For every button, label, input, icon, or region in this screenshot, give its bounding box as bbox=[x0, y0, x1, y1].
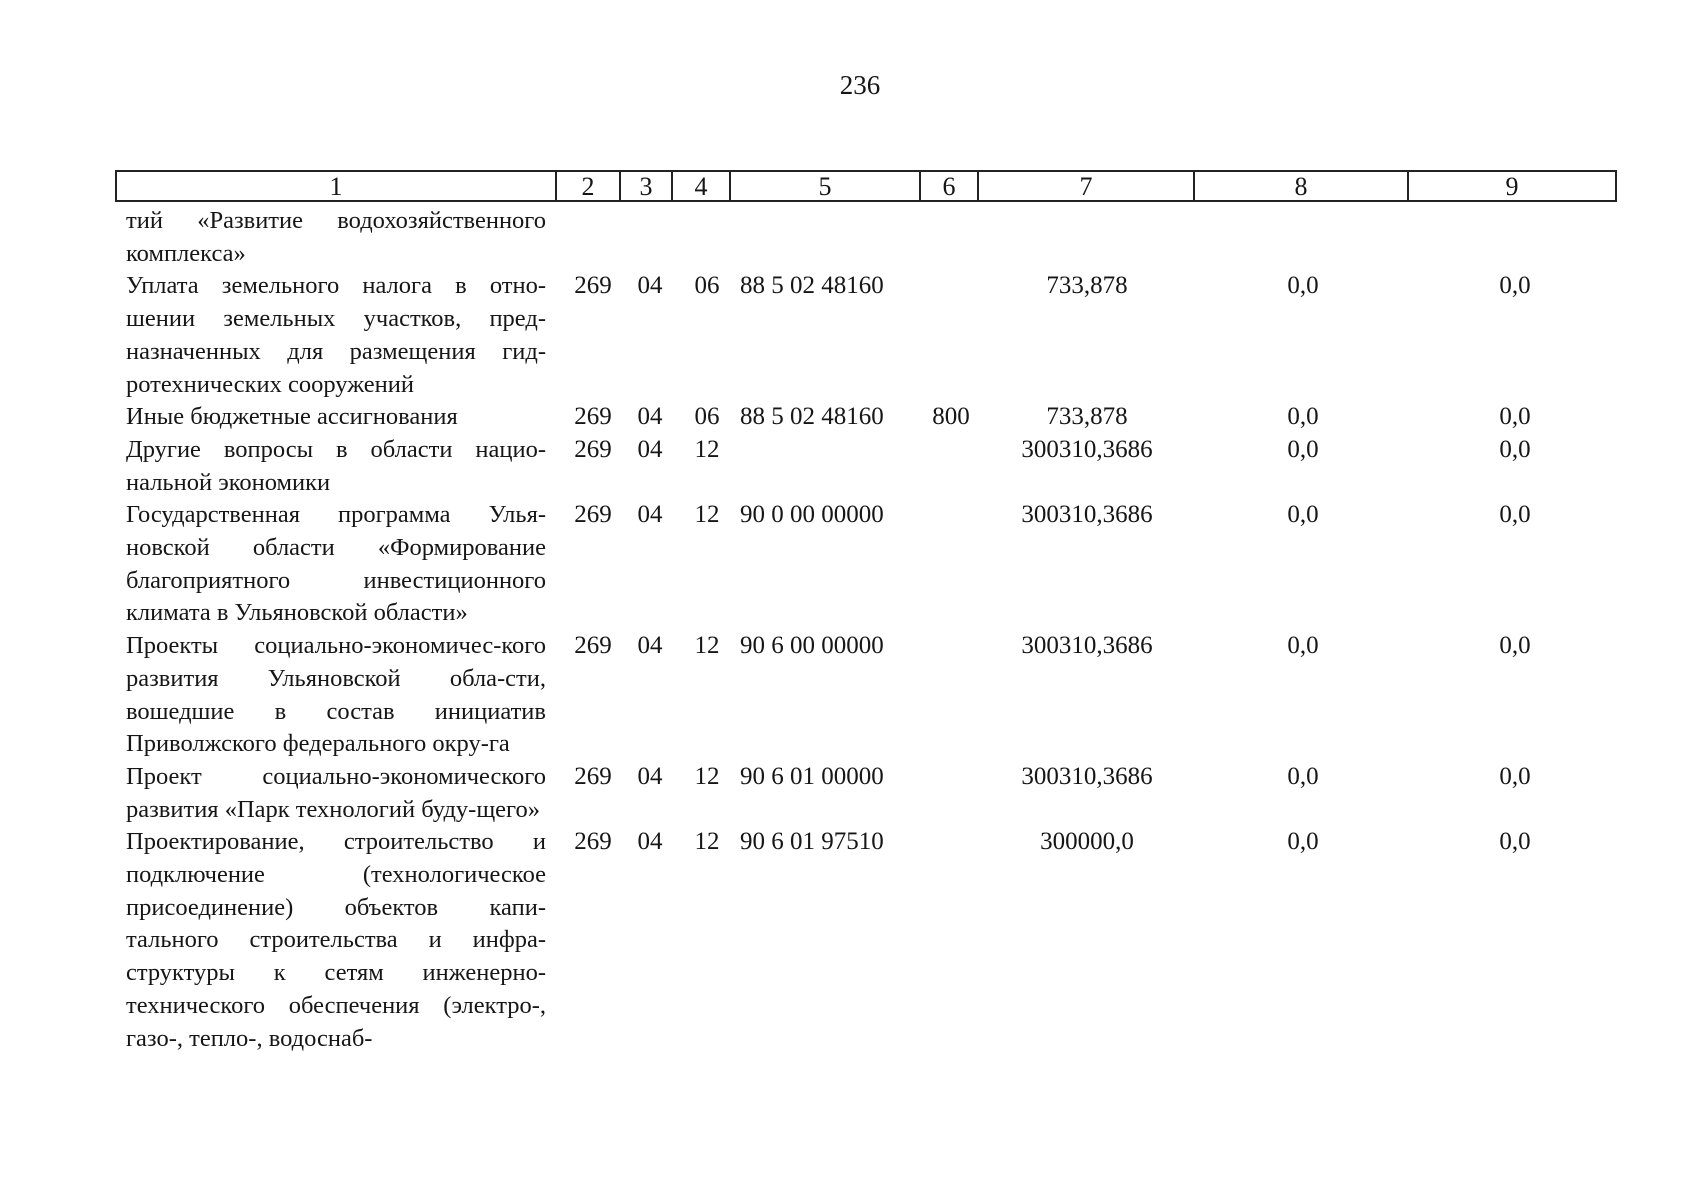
header-col-4: 4 bbox=[671, 170, 731, 202]
table-row bbox=[0, 761, 1708, 826]
cell-chapter: 269 bbox=[574, 762, 612, 790]
cell-amount-col8: 0,0 bbox=[1287, 403, 1319, 431]
cell-amount-col7: 733,878 bbox=[1046, 272, 1128, 300]
cell-amount-col7: 300310,3686 bbox=[1021, 632, 1153, 660]
budget-table-body bbox=[0, 205, 1708, 1055]
cell-target-article: 90 6 01 00000 bbox=[740, 762, 884, 790]
cell-target-article: 90 6 01 97510 bbox=[740, 828, 884, 856]
cell-subsection: 12 bbox=[694, 762, 720, 790]
cell-subsection: 06 bbox=[694, 272, 720, 300]
cell-amount-col9: 0,0 bbox=[1499, 828, 1531, 856]
cell-amount-col7: 300310,3686 bbox=[1021, 435, 1153, 463]
cell-amount-col9: 0,0 bbox=[1499, 403, 1531, 431]
cell-section: 04 bbox=[637, 762, 663, 790]
cell-amount-col8: 0,0 bbox=[1287, 435, 1319, 463]
row-description: Проект социально-экономического развития «Парк технологий буду-щего» bbox=[126, 762, 546, 823]
cell-section: 04 bbox=[637, 501, 663, 529]
header-col-5: 5 bbox=[729, 170, 921, 202]
cell-subsection: 12 bbox=[694, 435, 720, 463]
cell-subsection: 12 bbox=[694, 501, 720, 529]
cell-amount-col9: 0,0 bbox=[1499, 632, 1531, 660]
table-row bbox=[0, 499, 1708, 630]
table-row bbox=[0, 401, 1708, 434]
cell-amount-col9: 0,0 bbox=[1499, 501, 1531, 529]
cell-chapter: 269 bbox=[574, 403, 612, 431]
cell-amount-col7: 300310,3686 bbox=[1021, 762, 1153, 790]
cell-section: 04 bbox=[637, 435, 663, 463]
cell-target-article: 90 6 00 00000 bbox=[740, 632, 884, 660]
cell-amount-col8: 0,0 bbox=[1287, 632, 1319, 660]
header-col-3: 3 bbox=[619, 170, 673, 202]
cell-amount-col7: 300310,3686 bbox=[1021, 501, 1153, 529]
cell-target-article: 88 5 02 48160 bbox=[740, 272, 884, 300]
table-row bbox=[0, 826, 1708, 1055]
table-row bbox=[0, 270, 1708, 401]
table-row bbox=[0, 434, 1708, 499]
page-number: 236 bbox=[839, 70, 881, 100]
row-description: Проектирование, строительство и подключение (технологическое присоединение) объектов капи-тального строительства и инфра-структуры к сетям инженерно-технического обеспечения (электро-, газо-, тепло-, водоснаб- bbox=[126, 828, 546, 1052]
cell-amount-col8: 0,0 bbox=[1287, 501, 1319, 529]
row-description: Другие вопросы в области нацио-нальной экономики bbox=[126, 435, 546, 496]
cell-chapter: 269 bbox=[574, 632, 612, 660]
cell-target-article: 88 5 02 48160 bbox=[740, 403, 884, 431]
cell-target-article: 90 0 00 00000 bbox=[740, 501, 884, 529]
header-col-6: 6 bbox=[919, 170, 979, 202]
row-description: Иные бюджетные ассигнования bbox=[126, 403, 458, 431]
header-col-9: 9 bbox=[1407, 170, 1617, 202]
header-col-7: 7 bbox=[977, 170, 1195, 202]
cell-amount-col9: 0,0 bbox=[1499, 272, 1531, 300]
cell-chapter: 269 bbox=[574, 828, 612, 856]
cell-chapter: 269 bbox=[574, 272, 612, 300]
cell-amount-col8: 0,0 bbox=[1287, 272, 1319, 300]
cell-subsection: 06 bbox=[694, 403, 720, 431]
cell-amount-col9: 0,0 bbox=[1499, 435, 1531, 463]
header-col-1: 1 bbox=[115, 170, 557, 202]
cell-amount-col7: 300000,0 bbox=[1040, 828, 1134, 856]
cell-section: 04 bbox=[637, 403, 663, 431]
cell-expense-type: 800 bbox=[932, 403, 970, 431]
row-description: Государственная программа Улья-новской области «Формирование благоприятного инвестиционного климата в Ульяновской области» bbox=[126, 501, 546, 627]
header-col-2: 2 bbox=[555, 170, 621, 202]
row-description: тий «Развитие водохозяйственного комплекса» bbox=[126, 207, 546, 267]
table-row bbox=[0, 205, 1708, 270]
cell-chapter: 269 bbox=[574, 435, 612, 463]
cell-amount-col8: 0,0 bbox=[1287, 828, 1319, 856]
cell-amount-col8: 0,0 bbox=[1287, 762, 1319, 790]
cell-subsection: 12 bbox=[694, 828, 720, 856]
cell-chapter: 269 bbox=[574, 501, 612, 529]
header-col-8: 8 bbox=[1193, 170, 1409, 202]
table-header-row bbox=[115, 170, 1617, 208]
cell-amount-col9: 0,0 bbox=[1499, 762, 1531, 790]
cell-amount-col7: 733,878 bbox=[1046, 403, 1128, 431]
cell-subsection: 12 bbox=[694, 632, 720, 660]
cell-section: 04 bbox=[637, 828, 663, 856]
cell-section: 04 bbox=[637, 272, 663, 300]
table-row bbox=[0, 630, 1708, 761]
cell-section: 04 bbox=[637, 632, 663, 660]
row-description: Проекты социально-экономичес-кого развития Ульяновской обла-сти, вошедшие в состав инициатив Приволжского федерального окру-га bbox=[126, 632, 546, 758]
row-description: Уплата земельного налога в отно-шении земельных участков, пред-назначенных для размещения гид-ротехнических сооружений bbox=[126, 272, 546, 398]
